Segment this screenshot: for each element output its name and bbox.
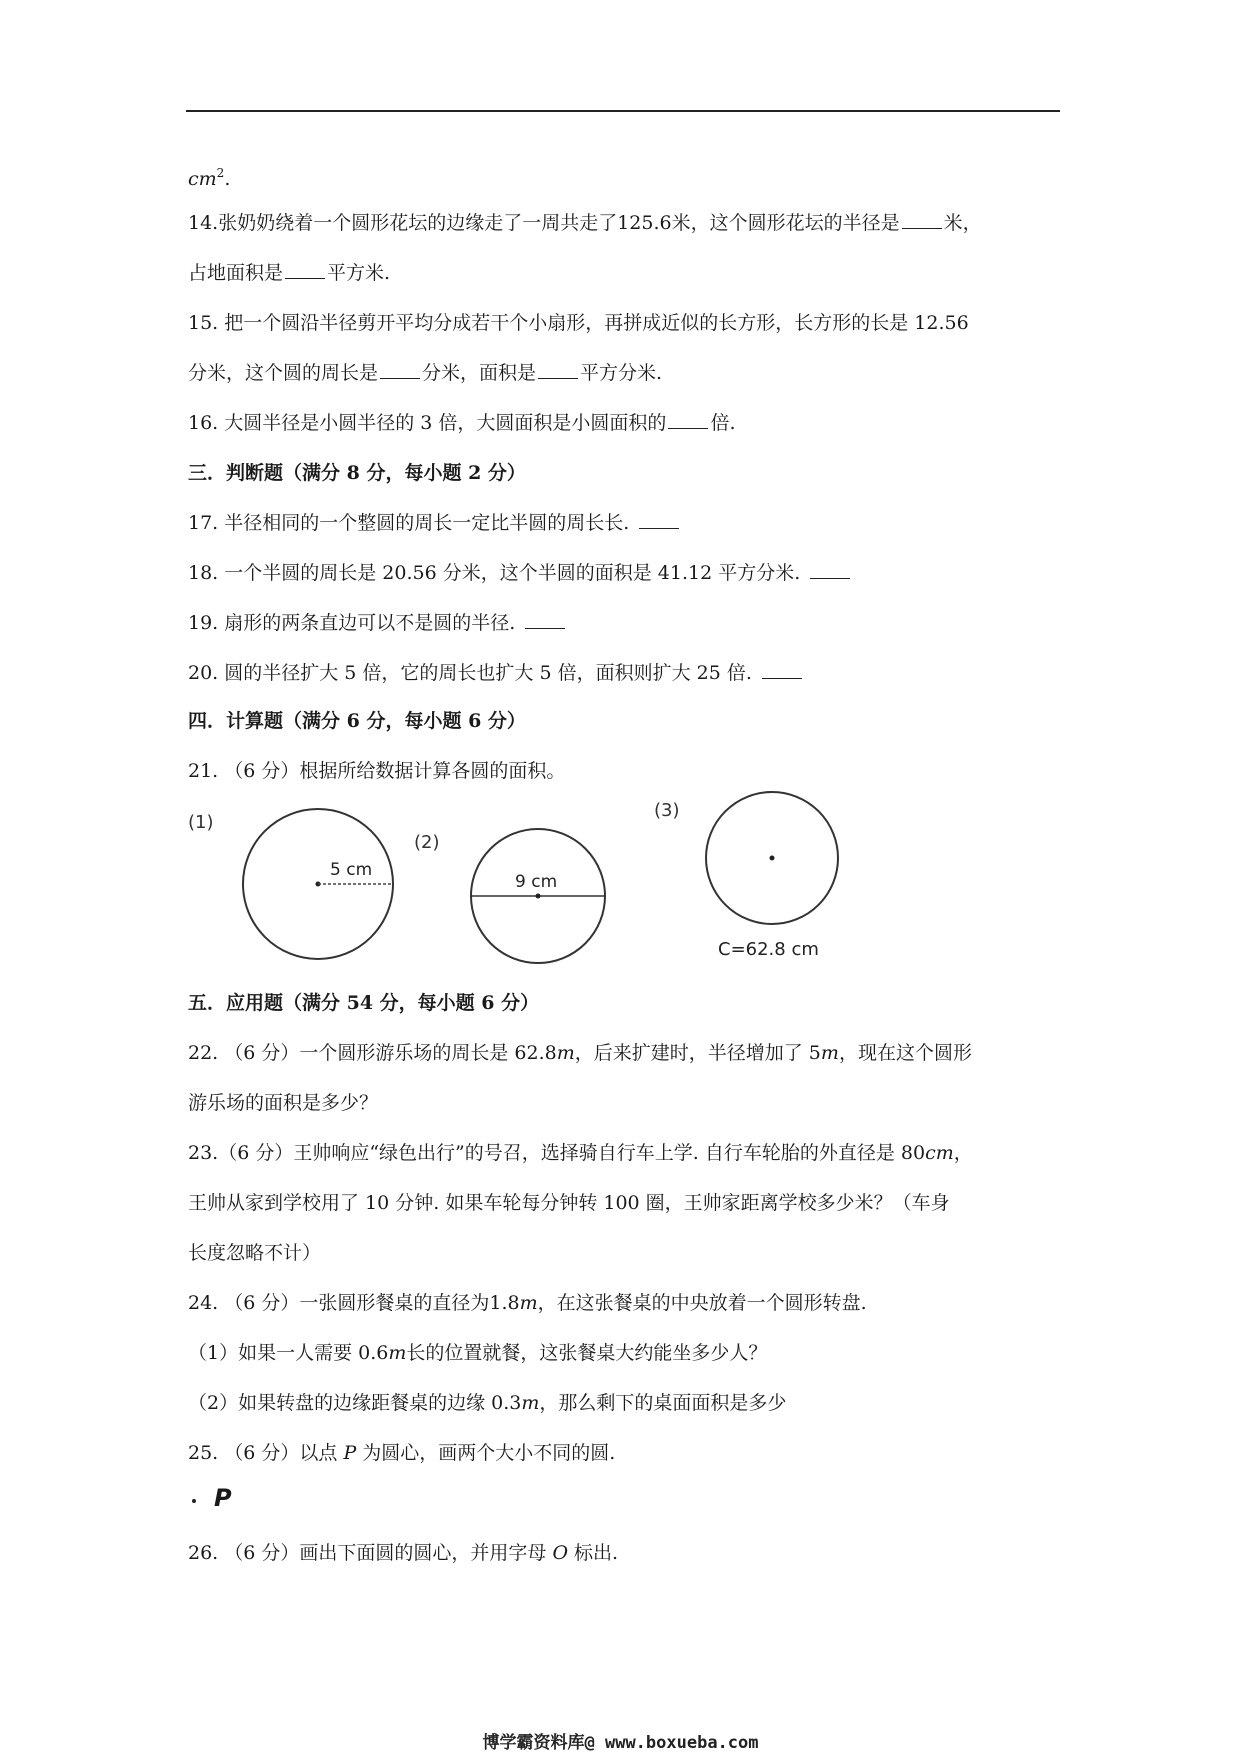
question-24-part-1: （1）如果一人需要 0.6m长的位置就餐，这张餐桌大约能坐多少人？ bbox=[188, 1342, 768, 1364]
question-14-line-1: 14.张奶奶绕着一个圆形花坛的边缘走了一周共走了125.6米，这个圆形花坛的半径是 米， bbox=[188, 212, 982, 234]
question-23-line-2: 王帅从家到学校用了 10 分钟. 如果车轮每分钟转 100 圈，王帅家距离学校多少米？（车身 bbox=[188, 1192, 950, 1214]
point-p-label: P bbox=[214, 1484, 232, 1512]
section-3-heading: 三．判断题（满分 8 分，每小题 2 分） bbox=[188, 462, 526, 484]
question-20: 20. 圆的半径扩大 5 倍，它的周长也扩大 5 倍，面积则扩大 25 倍. bbox=[188, 660, 804, 686]
circle-1-radius-label: 5 cm bbox=[330, 860, 373, 880]
figure-3-label: (3) bbox=[654, 800, 680, 821]
question-24-line-1: 24. （6 分）一张圆形餐桌的直径为1.8m，在这张餐桌的中央放着一个圆形转盘. bbox=[188, 1292, 867, 1314]
section-5-heading: 五．应用题（满分 54 分，每小题 6 分） bbox=[188, 992, 540, 1014]
figure-1-label: (1) bbox=[188, 812, 214, 833]
question-17: 17. 半径相同的一个整圆的周长一定比半圆的周长长. bbox=[188, 510, 681, 536]
question-26: 26. （6 分）画出下面圆的圆心，并用字母 O 标出. bbox=[188, 1542, 619, 1564]
question-25: 25. （6 分）以点 P 为圆心，画两个大小不同的圆. bbox=[188, 1442, 616, 1464]
question-15-line-1: 15. 把一个圆沿半径剪开平均分成若干个小扇形，再拼成近似的长方形，长方形的长是 12.56 bbox=[188, 312, 969, 334]
circle-3-circumference-label: C=62.8 cm bbox=[718, 939, 819, 960]
circle-2-diameter-label: 9 cm bbox=[515, 872, 558, 892]
question-18: 18. 一个半圆的周长是 20.56 分米，这个半圆的面积是 41.12 平方分米. bbox=[188, 560, 852, 586]
question-22-line-2: 游乐场的面积是多少？ bbox=[188, 1092, 379, 1114]
question-19: 19. 扇形的两条直边可以不是圆的半径. bbox=[188, 610, 567, 636]
figure-2-label: (2) bbox=[414, 832, 440, 853]
circle-3-center-dot bbox=[770, 856, 775, 861]
area-unit-continuation: $cm^2$. bbox=[188, 166, 231, 190]
question-24-part-2: （2）如果转盘的边缘距餐桌的边缘 0.3m，那么剩下的桌面面积是多少 bbox=[188, 1392, 787, 1414]
circle-2-center-dot bbox=[536, 894, 541, 899]
question-16: 16. 大圆半径是小圆半径的 3 倍，大圆面积是小圆面积的 倍. bbox=[188, 412, 736, 434]
question-15-line-2: 分米，这个圆的周长是 分米，面积是 平方分米. bbox=[188, 362, 663, 384]
question-21: 21. （6 分）根据所给数据计算各圆的面积。 bbox=[188, 760, 566, 782]
footer-watermark: 博学霸资料库@ www.boxueba.com bbox=[482, 1733, 759, 1753]
question-23-line-1: 23.（6 分）王帅响应“绿色出行”的号召，选择骑自行车上学. 自行车轮胎的外直径是 80cm， bbox=[188, 1142, 973, 1164]
question-22-line-1: 22. （6 分）一个圆形游乐场的周长是 62.8m，后来扩建时，半径增加了 5m，现在这个圆形 bbox=[188, 1042, 972, 1064]
question-14-line-2: 占地面积是 平方米. bbox=[188, 262, 391, 284]
point-p-dot bbox=[192, 1499, 196, 1503]
section-4-heading: 四．计算题（满分 6 分，每小题 6 分） bbox=[188, 710, 526, 732]
question-23-line-3: 长度忽略不计） bbox=[188, 1242, 322, 1264]
